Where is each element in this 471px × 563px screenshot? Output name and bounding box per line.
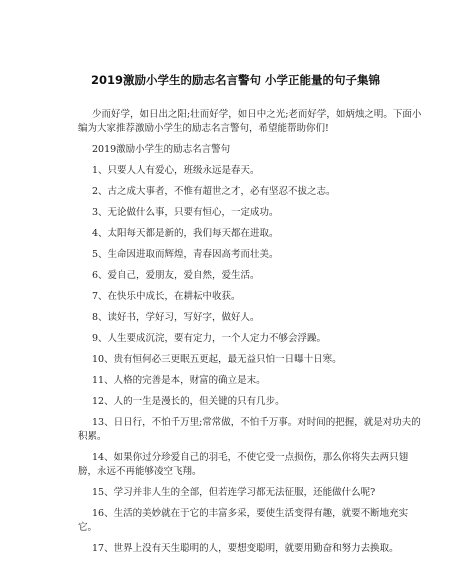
list-item: 8、读好书，学好习，写好字，做好人。 (92, 312, 260, 323)
list-item: 11、人格的完善是本，财富的确立是末。 (92, 375, 266, 386)
section-subtitle: 2019激励小学生的励志名言警句 (92, 144, 231, 155)
list-item: 6、爱自己，爱朋友，爱自然，爱生活。 (92, 270, 260, 281)
list-item: 9、人生要成沉浣，要有定力，一个人定力不够会浮躁。 (92, 333, 327, 344)
document-title: 2019激励小学生的励志名言警句 小学正能量的句子集锦 (90, 73, 380, 87)
list-item: 4、太阳每天都是新的，我们每天都在进取。 (92, 228, 279, 239)
list-item: 17、世界上没有天生聪明的人，要想变聪明，就要用勤奋和努力去换取。 (92, 543, 399, 554)
list-item: 15、学习并非人生的全部，但若连学习都无法征服，还能做什么呢? (92, 487, 376, 498)
list-item: 14、如果你过分珍爱自己的羽毛，不使它受一点损伤，那么你将失去两只翅膀，永远不再能够凌空飞翔。 (78, 452, 409, 477)
list-item: 16、生活的美妙就在于它的丰富多采，要使生活变得有趣，就要不断地充实它。 (78, 508, 409, 533)
list-item: 5、生命因进取而辉煌，青春因高考而壮美。 (92, 249, 279, 260)
list-item: 7、在快乐中成长，在耕耘中收获。 (92, 291, 241, 302)
list-item: 10、贵有恒何必三更眠五更起，最无益只怕一日曝十日寒。 (92, 354, 342, 365)
intro-paragraph: 少而好学，如日出之阳;壮而好学，如日中之光;老而好学，如炳烛之明。下面小编为大家推荐激励小学生的励志名言警句，希望能帮助你们! (78, 109, 422, 134)
document-body (78, 108, 426, 563)
list-item: 13、日日行，不怕千万里;常常做，不怕千万事。对时间的把握，就是对功夫的积累。 (78, 417, 421, 442)
list-item: 2、古之成大事者，不惟有超世之才，必有坚忍不拔之志。 (92, 186, 336, 197)
list-item: 1、只要人人有爱心，班级永远是春天。 (92, 165, 260, 176)
list-item: 3、无论做什么事，只要有恒心，一定成功。 (92, 207, 279, 218)
list-item: 12、人的一生是漫长的，但关键的只有几步。 (92, 396, 285, 407)
